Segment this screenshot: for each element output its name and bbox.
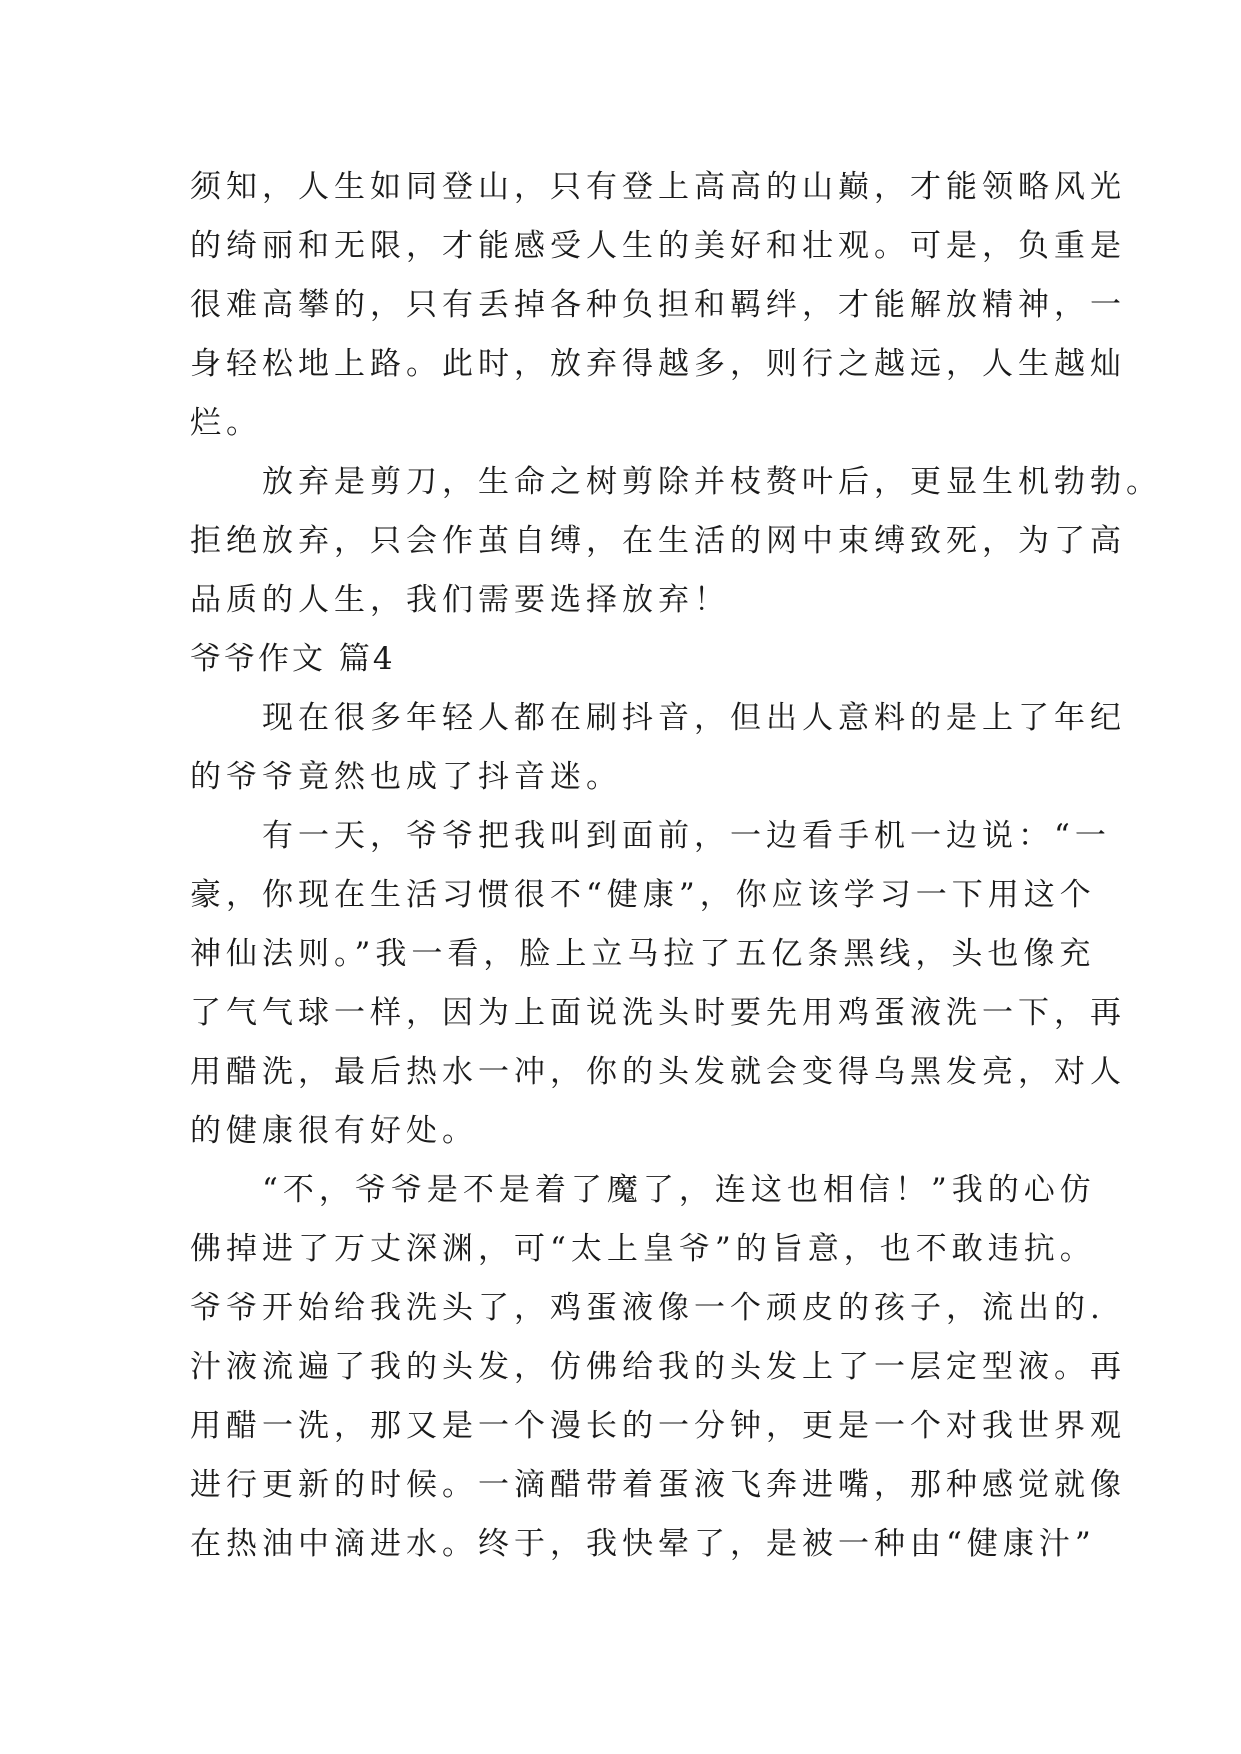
text-line: 的健康很有好处。 bbox=[190, 1113, 478, 1149]
text-line: 很难高攀的，只有丢掉各种负担和羁绊，才能解放精神，一 bbox=[190, 287, 1126, 323]
text-line: 的爷爷竟然也成了抖音迷。 bbox=[190, 759, 622, 795]
text-line: 用醋洗，最后热水一冲，你的头发就会变得乌黑发亮，对人 bbox=[190, 1054, 1126, 1090]
text-line: 身轻松地上路。此时，放弃得越多，则行之越远，人生越灿 bbox=[190, 346, 1126, 382]
text-line: 佛掉进了万丈深渊，可“太上皇爷”的旨意，也不敢违抗。 bbox=[190, 1231, 1096, 1267]
text-line: 了气气球一样，因为上面说洗头时要先用鸡蛋液洗一下，再 bbox=[190, 995, 1126, 1031]
text-line: 现在很多年轻人都在刷抖音，但出人意料的是上了年纪 bbox=[190, 700, 1126, 736]
text-line: 放弃是剪刀，生命之树剪除并枝赘叶后，更显生机勃勃。 bbox=[190, 464, 1162, 500]
text-line: 烂。 bbox=[190, 405, 262, 441]
text-line: 用醋一洗，那又是一个漫长的一分钟，更是一个对我世界观 bbox=[190, 1408, 1126, 1444]
text-line: 拒绝放弃，只会作茧自缚，在生活的网中束缚致死，为了高 bbox=[190, 523, 1126, 559]
document-page bbox=[190, 158, 1162, 1574]
text-line: 品质的人生，我们需要选择放弃！ bbox=[190, 582, 730, 618]
text-line: 有一天，爷爷把我叫到面前，一边看手机一边说：“一 bbox=[190, 818, 1111, 854]
text-line: 在热油中滴进水。终于，我快晕了，是被一种由“健康汁” bbox=[190, 1526, 1096, 1562]
text-line: 爷爷开始给我洗头了，鸡蛋液像一个顽皮的孩子，流出的. bbox=[190, 1290, 1105, 1326]
text-line: 的绮丽和无限，才能感受人生的美好和壮观。可是，负重是 bbox=[190, 228, 1126, 264]
text-line: 进行更新的时候。一滴醋带着蛋液飞奔进嘴，那种感觉就像 bbox=[190, 1467, 1126, 1503]
text-line: 须知，人生如同登山，只有登上高高的山巅，才能领略风光 bbox=[190, 169, 1126, 205]
section-heading: 爷爷作文 篇4 bbox=[190, 641, 396, 677]
text-line: 汁液流遍了我的头发，仿佛给我的头发上了一层定型液。再 bbox=[190, 1349, 1126, 1385]
text-line: 神仙法则。”我一看，脸上立马拉了五亿条黑线，头也像充 bbox=[190, 936, 1096, 972]
text-line: “不，爷爷是不是着了魔了，连这也相信！”我的心仿 bbox=[190, 1172, 1096, 1208]
text-line: 豪，你现在生活习惯很不“健康”，你应该学习一下用这个 bbox=[190, 877, 1096, 913]
